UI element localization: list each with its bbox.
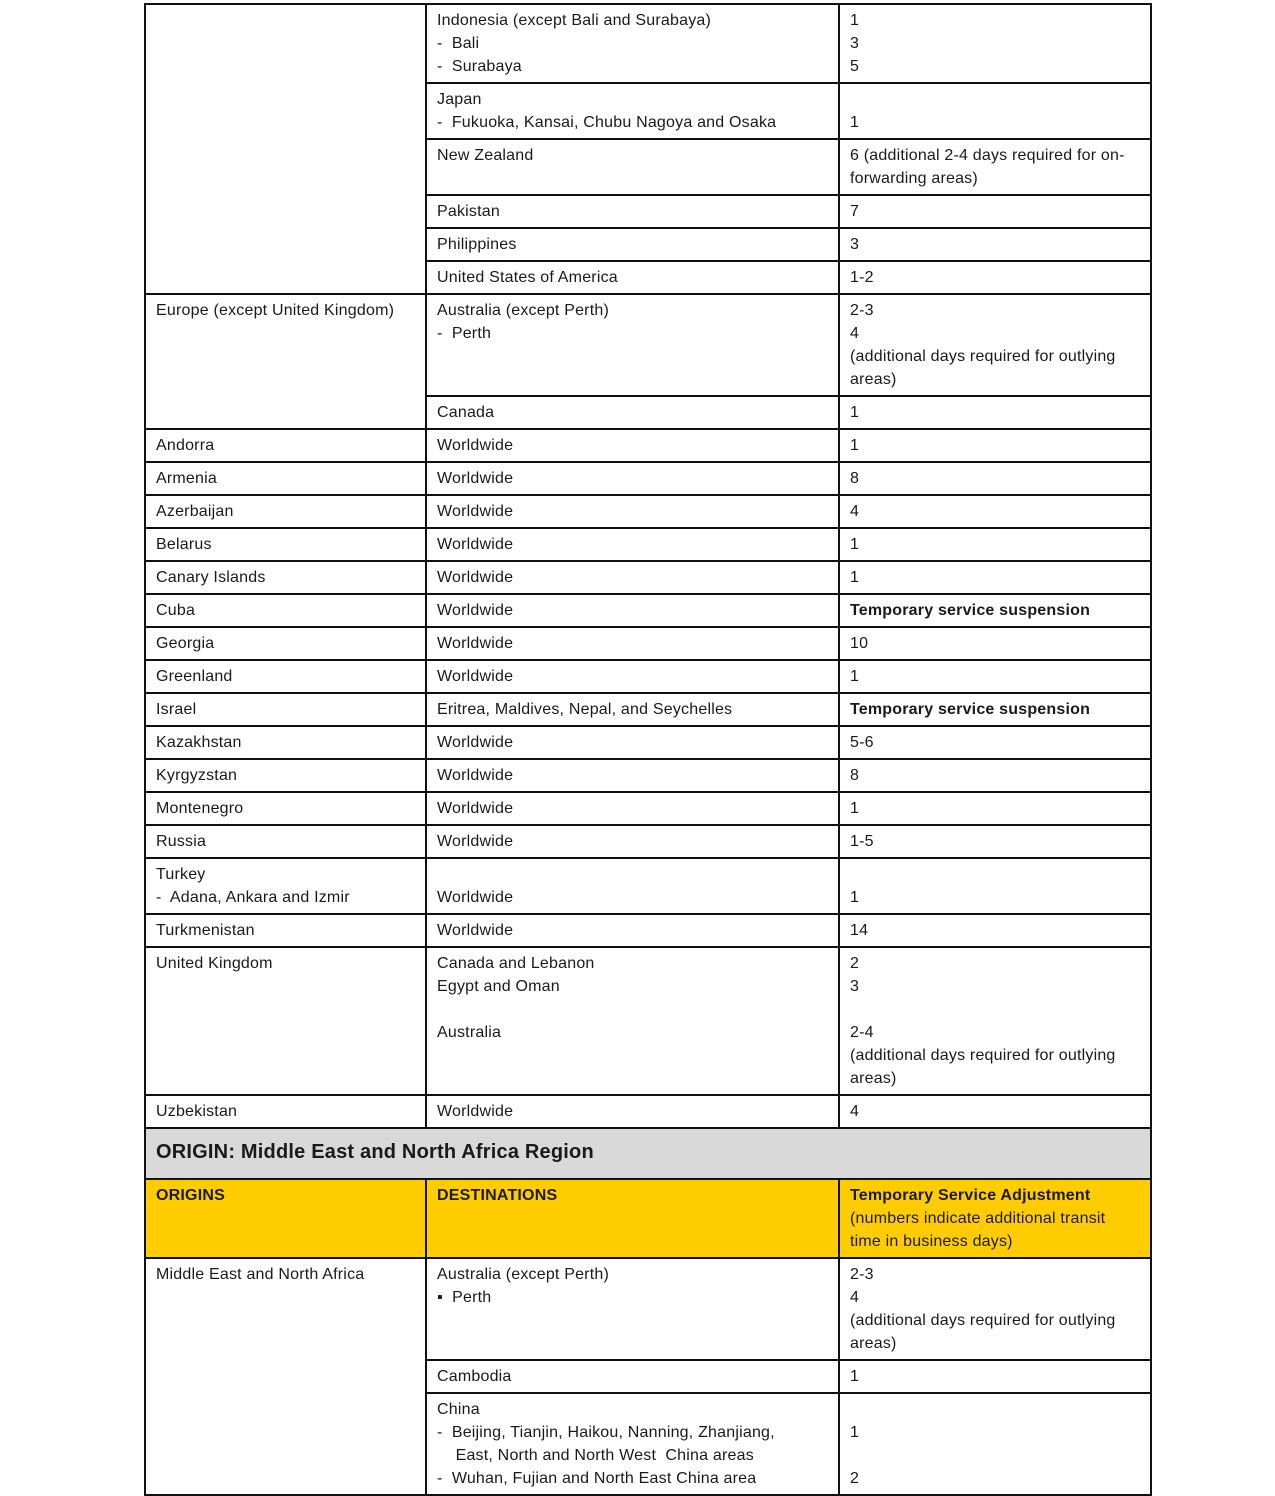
days-line: 3 xyxy=(850,35,860,52)
days-line: 4 xyxy=(850,503,860,520)
origin-cell xyxy=(145,759,426,792)
days-line: 2-4 xyxy=(850,1024,874,1041)
days-cell xyxy=(839,4,1151,83)
origin-cell xyxy=(145,1258,426,1495)
destination-cell xyxy=(426,1258,839,1360)
origin-cell xyxy=(145,1095,426,1128)
destination-line: Philippines xyxy=(437,236,517,253)
origin-label: Georgia xyxy=(156,635,215,652)
destination-line: Worldwide xyxy=(437,470,514,487)
days-cell xyxy=(839,396,1151,429)
origin-label: Andorra xyxy=(156,437,215,454)
destination-cell xyxy=(426,261,839,294)
days-line: (additional days required for outlying areas) xyxy=(850,348,1116,388)
destination-line: East, North and North West China areas xyxy=(437,1447,754,1464)
origin-cell xyxy=(145,462,426,495)
destination-cell xyxy=(426,914,839,947)
destination-line: Worldwide xyxy=(437,889,514,906)
days-line: 1 xyxy=(850,404,860,421)
destination-cell xyxy=(426,726,839,759)
destination-line: Worldwide xyxy=(437,922,514,939)
days-line: 1-2 xyxy=(850,269,874,286)
days-cell xyxy=(839,627,1151,660)
destination-line: Worldwide xyxy=(437,635,514,652)
origin-cell xyxy=(145,825,426,858)
destination-cell xyxy=(426,195,839,228)
days-cell xyxy=(839,261,1151,294)
days-line: 2 xyxy=(850,955,860,972)
destination-cell xyxy=(426,594,839,627)
destination-line: - Bali xyxy=(437,35,480,52)
origin-cell xyxy=(145,660,426,693)
origin-label: Uzbekistan xyxy=(156,1103,238,1120)
destination-cell xyxy=(426,947,839,1095)
destination-line: Worldwide xyxy=(437,503,514,520)
table-row xyxy=(145,627,1151,660)
destination-line: Pakistan xyxy=(437,203,500,220)
destination-cell xyxy=(426,429,839,462)
destination-cell xyxy=(426,1393,839,1495)
table-row xyxy=(145,858,1151,914)
days-cell xyxy=(839,825,1151,858)
days-cell xyxy=(839,914,1151,947)
origin-label: Montenegro xyxy=(156,800,244,817)
origin-label: Russia xyxy=(156,833,207,850)
days-cell xyxy=(839,858,1151,914)
table-row xyxy=(145,1258,1151,1360)
origin-cell xyxy=(145,294,426,429)
days-line: 1 xyxy=(850,889,860,906)
days-cell xyxy=(839,1258,1151,1360)
days-line: 5-6 xyxy=(850,734,874,751)
table-row xyxy=(145,4,1151,83)
origin-label: Cuba xyxy=(156,602,196,619)
destination-line: Cambodia xyxy=(437,1368,512,1385)
table-row xyxy=(145,947,1151,1095)
origin-label: United Kingdom xyxy=(156,955,273,972)
destination-line: Australia (except Perth) xyxy=(437,302,609,319)
days-cell xyxy=(839,726,1151,759)
days-line: 1-5 xyxy=(850,833,874,850)
origin-label: Azerbaijan xyxy=(156,503,234,520)
destination-cell xyxy=(426,792,839,825)
table-row xyxy=(145,726,1151,759)
destination-line: - Surabaya xyxy=(437,58,522,75)
destination-line: - Fukuoka, Kansai, Chubu Nagoya and Osaka xyxy=(437,114,777,131)
destination-cell xyxy=(426,495,839,528)
days-cell xyxy=(839,429,1151,462)
table-row xyxy=(145,561,1151,594)
days-cell xyxy=(839,139,1151,195)
days-cell xyxy=(839,495,1151,528)
days-cell xyxy=(839,660,1151,693)
origin-cell xyxy=(145,726,426,759)
table-row xyxy=(145,693,1151,726)
table-row xyxy=(145,528,1151,561)
origin-cell xyxy=(145,561,426,594)
origin-cell xyxy=(145,792,426,825)
days-cell xyxy=(839,528,1151,561)
destination-line: Worldwide xyxy=(437,1103,514,1120)
origin-label: Middle East and North Africa xyxy=(156,1266,365,1283)
destination-line: New Zealand xyxy=(437,147,534,164)
origin-cell xyxy=(145,947,426,1095)
destination-line: Canada xyxy=(437,404,495,421)
table-row xyxy=(145,914,1151,947)
destination-line: Indonesia (except Bali and Surabaya) xyxy=(437,12,712,29)
destination-line: Egypt and Oman xyxy=(437,978,560,995)
days-cell xyxy=(839,462,1151,495)
table-row xyxy=(145,1095,1151,1128)
days-cell xyxy=(839,1095,1151,1128)
days-cell xyxy=(839,228,1151,261)
origin-label: Europe (except United Kingdom) xyxy=(156,302,395,319)
destination-line: Worldwide xyxy=(437,536,514,553)
destination-cell xyxy=(426,759,839,792)
header-destinations: DESTINATIONS xyxy=(426,1179,839,1258)
origin-label: Belarus xyxy=(156,536,212,553)
origin-cell xyxy=(145,858,426,914)
destination-line: Eritrea, Maldives, Nepal, and Seychelles xyxy=(437,701,733,718)
days-cell xyxy=(839,792,1151,825)
days-line: Temporary service suspension xyxy=(850,701,1091,718)
origin-label: Turkey xyxy=(156,866,206,883)
destination-line: Worldwide xyxy=(437,668,514,685)
destination-line: - Beijing, Tianjin, Haikou, Nanning, Zhanjiang, xyxy=(437,1424,775,1441)
days-cell xyxy=(839,759,1151,792)
days-line: 1 xyxy=(850,569,860,586)
destination-cell xyxy=(426,858,839,914)
table-row xyxy=(145,429,1151,462)
origin-label: Canary Islands xyxy=(156,569,266,586)
days-line: Temporary service suspension xyxy=(850,602,1091,619)
origin-label: Turkmenistan xyxy=(156,922,255,939)
days-line: 6 (additional 2-4 days required for on-forwarding areas) xyxy=(850,147,1125,187)
destination-line: China xyxy=(437,1401,480,1418)
destination-line xyxy=(437,863,828,886)
destination-line: Worldwide xyxy=(437,602,514,619)
destination-line: ▪ Perth xyxy=(437,1289,492,1306)
days-line: 8 xyxy=(850,470,860,487)
days-line: 8 xyxy=(850,767,860,784)
table-row xyxy=(145,462,1151,495)
destination-cell xyxy=(426,462,839,495)
table-row xyxy=(145,594,1151,627)
origin-cell xyxy=(145,914,426,947)
destination-line: - Perth xyxy=(437,325,492,342)
destination-line: - Wuhan, Fujian and North East China area xyxy=(437,1470,757,1487)
days-line xyxy=(850,998,1140,1021)
destination-line: Worldwide xyxy=(437,800,514,817)
table-row xyxy=(145,660,1151,693)
days-line: 1 xyxy=(850,1424,860,1441)
days-cell xyxy=(839,594,1151,627)
origin-cell xyxy=(145,429,426,462)
origin-cell xyxy=(145,693,426,726)
days-line xyxy=(850,1398,1140,1421)
header-row xyxy=(145,1179,1151,1258)
destination-cell xyxy=(426,4,839,83)
destination-line: Worldwide xyxy=(437,833,514,850)
days-line: 4 xyxy=(850,325,860,342)
destination-line: Australia (except Perth) xyxy=(437,1266,609,1283)
section-row xyxy=(145,1128,1151,1179)
days-line: 2-3 xyxy=(850,302,874,319)
days-cell xyxy=(839,195,1151,228)
header-adjustment xyxy=(839,1179,1151,1258)
days-line: (additional days required for outlying areas) xyxy=(850,1047,1116,1087)
destination-line: Worldwide xyxy=(437,569,514,586)
days-line: 4 xyxy=(850,1103,860,1120)
days-line: 2-3 xyxy=(850,1266,874,1283)
days-line: 7 xyxy=(850,203,860,220)
days-line: 1 xyxy=(850,12,860,29)
days-line: 1 xyxy=(850,668,860,685)
destination-line: Worldwide xyxy=(437,437,514,454)
origin-label: Armenia xyxy=(156,470,217,487)
days-cell xyxy=(839,294,1151,396)
days-line: 1 xyxy=(850,800,860,817)
table-row xyxy=(145,495,1151,528)
destination-cell xyxy=(426,825,839,858)
origin-label: Kazakhstan xyxy=(156,734,242,751)
destination-cell xyxy=(426,294,839,396)
destination-line: Worldwide xyxy=(437,734,514,751)
days-line: (additional days required for outlying areas) xyxy=(850,1312,1116,1352)
origin-cell xyxy=(145,627,426,660)
days-line xyxy=(850,863,1140,886)
table-row xyxy=(145,294,1151,396)
header-adjustment-title: Temporary Service Adjustment xyxy=(850,1187,1091,1204)
header-adjustment-note: (numbers indicate additional transit time in business days) xyxy=(850,1210,1106,1250)
days-cell xyxy=(839,561,1151,594)
destination-cell xyxy=(426,627,839,660)
days-cell xyxy=(839,1393,1151,1495)
days-line: 3 xyxy=(850,978,860,995)
destination-line: Japan xyxy=(437,91,482,108)
origin-label: Greenland xyxy=(156,668,233,685)
origin-cell xyxy=(145,594,426,627)
table-row xyxy=(145,792,1151,825)
destination-cell xyxy=(426,528,839,561)
days-line xyxy=(850,88,1140,111)
destination-line: Worldwide xyxy=(437,767,514,784)
days-line: 3 xyxy=(850,236,860,253)
header-origins: ORIGINS xyxy=(145,1179,426,1258)
days-line: 1 xyxy=(850,437,860,454)
days-line: 10 xyxy=(850,635,869,652)
destination-line: Australia xyxy=(437,1024,502,1041)
origin-label: Israel xyxy=(156,701,197,718)
days-cell xyxy=(839,1360,1151,1393)
destination-line: United States of America xyxy=(437,269,618,286)
destination-cell xyxy=(426,1095,839,1128)
origin-cell xyxy=(145,495,426,528)
days-line: 1 xyxy=(850,536,860,553)
days-line: 14 xyxy=(850,922,869,939)
days-line xyxy=(850,1444,1140,1467)
days-cell xyxy=(839,693,1151,726)
table-row xyxy=(145,825,1151,858)
section-title: ORIGIN: Middle East and North Africa Region xyxy=(145,1128,1151,1179)
origin-cell xyxy=(145,4,426,294)
days-line: 1 xyxy=(850,1368,860,1385)
days-line: 5 xyxy=(850,58,860,75)
origin-label: - Adana, Ankara and Izmir xyxy=(156,889,350,906)
days-cell xyxy=(839,83,1151,139)
destination-cell xyxy=(426,83,839,139)
destination-cell xyxy=(426,396,839,429)
destination-cell xyxy=(426,139,839,195)
table-row xyxy=(145,759,1151,792)
days-line: 4 xyxy=(850,1289,860,1306)
destination-line: Canada and Lebanon xyxy=(437,955,595,972)
origin-cell xyxy=(145,528,426,561)
destination-cell xyxy=(426,561,839,594)
destination-line xyxy=(437,998,828,1021)
transit-table xyxy=(144,3,1152,1496)
days-line: 2 xyxy=(850,1470,860,1487)
destination-cell xyxy=(426,693,839,726)
days-cell xyxy=(839,947,1151,1095)
destination-cell xyxy=(426,228,839,261)
origin-label: Kyrgyzstan xyxy=(156,767,238,784)
destination-cell xyxy=(426,1360,839,1393)
destination-cell xyxy=(426,660,839,693)
days-line: 1 xyxy=(850,114,860,131)
